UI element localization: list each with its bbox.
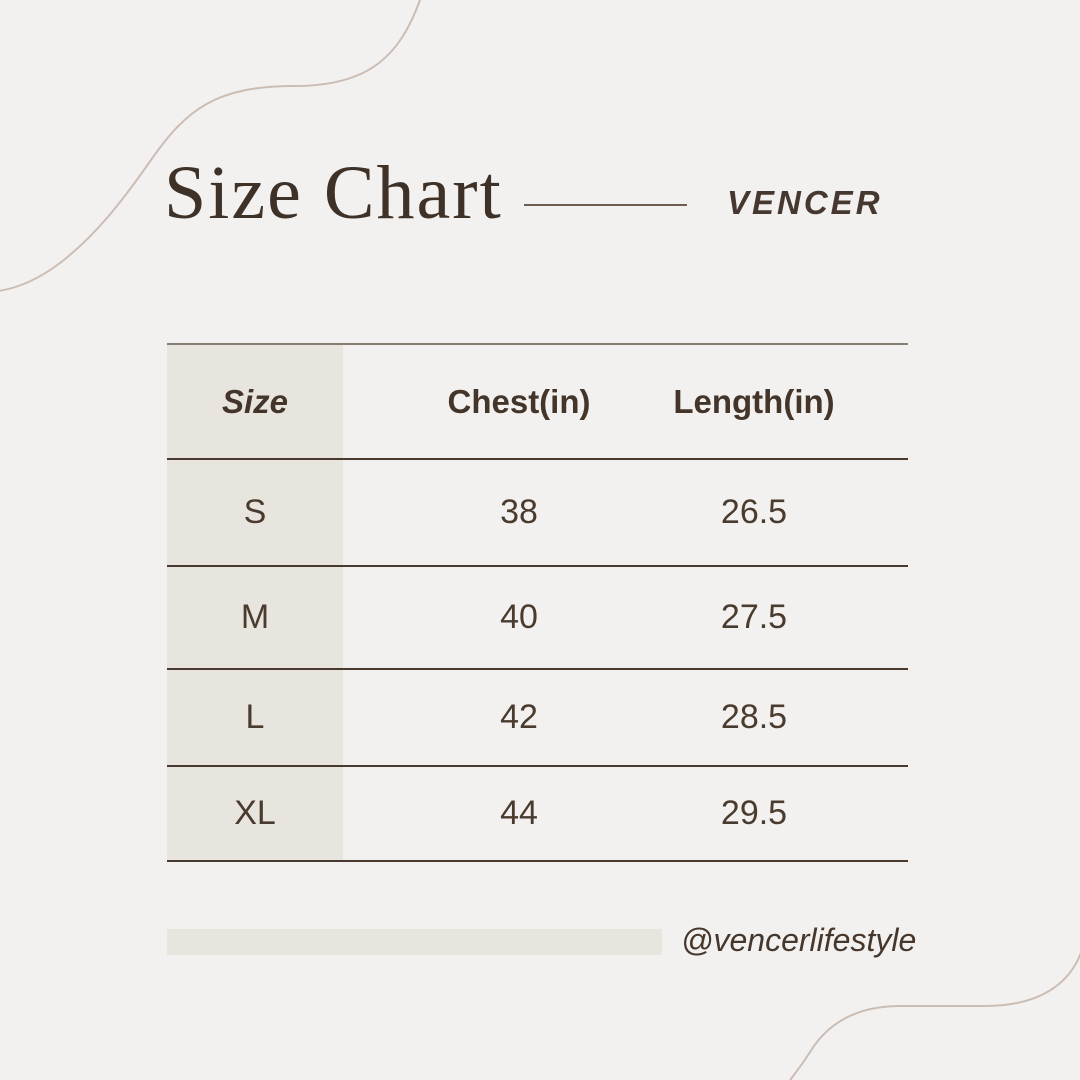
chest-cell: 44 xyxy=(500,794,538,832)
curve-top-left-icon xyxy=(0,0,420,291)
page-title: Size Chart xyxy=(164,151,503,235)
title-divider-line xyxy=(524,204,687,206)
column-header-chest: Chest(in) xyxy=(447,382,591,420)
brand-name: VENCER xyxy=(727,184,883,221)
size-table xyxy=(167,343,908,862)
column-header-length: Length(in) xyxy=(673,382,835,420)
size-cell: L xyxy=(167,670,343,765)
size-cell: S xyxy=(167,460,343,565)
chest-cell: 42 xyxy=(500,698,538,736)
social-handle: @vencerlifestyle xyxy=(681,922,917,958)
length-cell: 26.5 xyxy=(720,493,788,531)
table-header-row xyxy=(167,345,908,460)
footer-accent-bar xyxy=(167,929,662,955)
chest-cell: 40 xyxy=(500,598,538,636)
table-row xyxy=(167,767,908,862)
length-cell: 29.5 xyxy=(720,794,788,832)
chest-cell: 38 xyxy=(500,493,538,531)
table-row xyxy=(167,567,908,670)
length-cell: 27.5 xyxy=(720,598,788,636)
size-cell: XL xyxy=(167,767,343,860)
size-cell: M xyxy=(167,567,343,668)
curve-bottom-right-icon xyxy=(789,950,1080,1080)
column-header-size: Size xyxy=(167,345,343,458)
table-row xyxy=(167,670,908,767)
length-cell: 28.5 xyxy=(720,698,788,736)
table-row xyxy=(167,460,908,567)
